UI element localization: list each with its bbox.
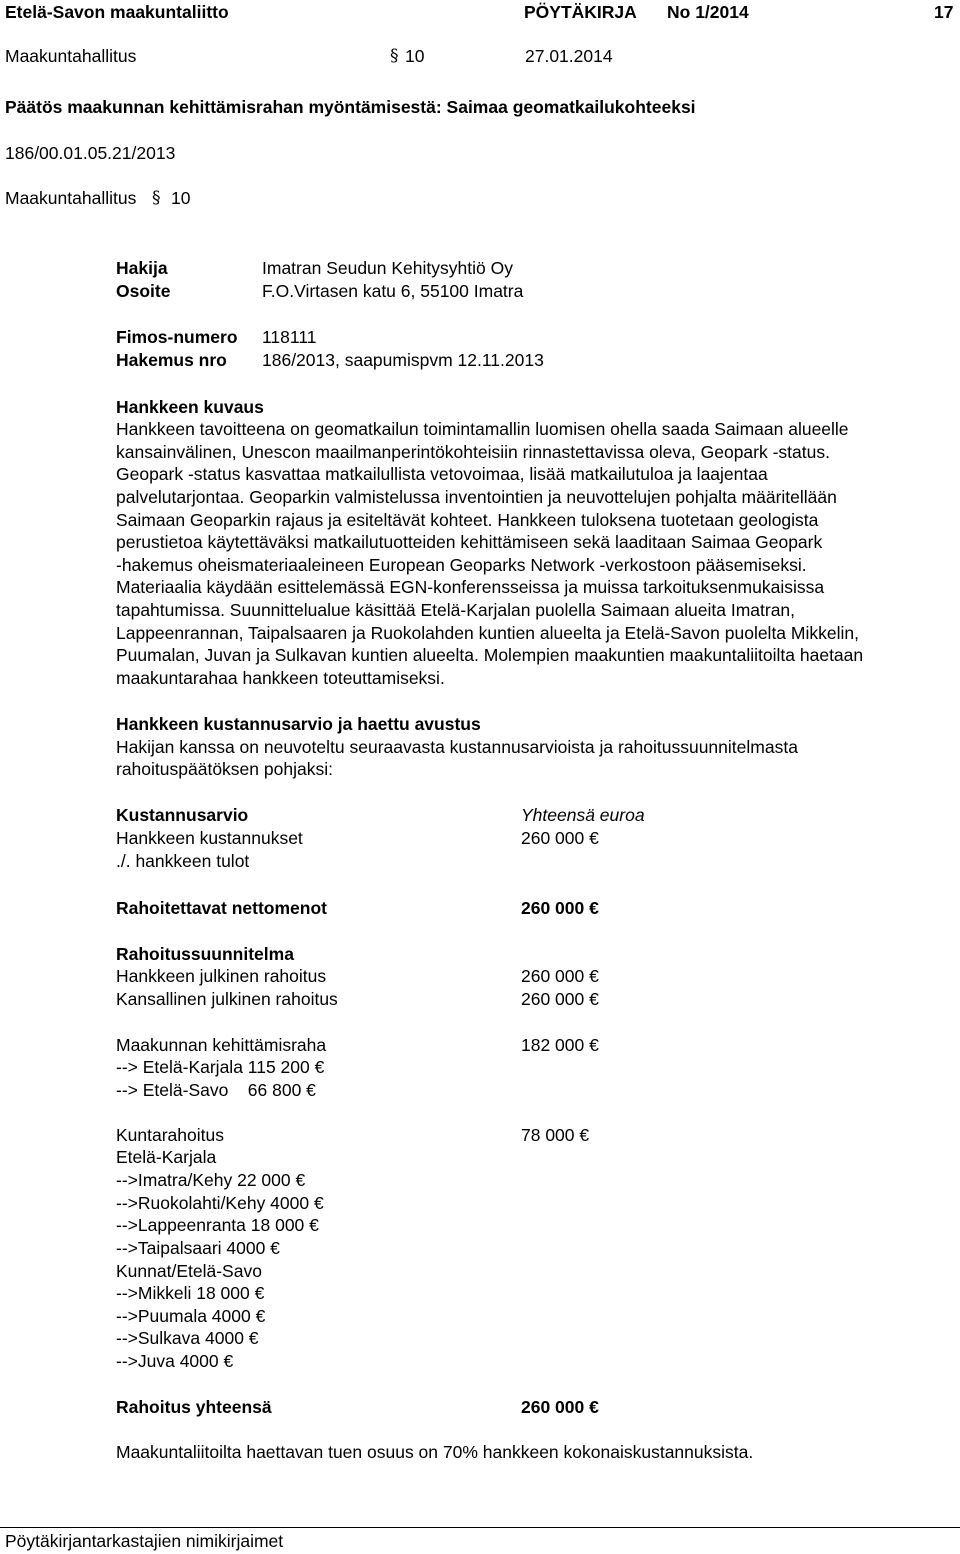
- plan-heading: Rahoitussuunnitelma: [116, 944, 294, 964]
- regional-split-line: --> Etelä-Savo 66 800 €: [116, 1080, 316, 1100]
- public-funding-value: 260 000 €: [521, 966, 599, 986]
- municipal-split-line: -->Juva 4000 €: [116, 1351, 234, 1371]
- regional-funding-label: Maakunnan kehittämisraha: [116, 1035, 327, 1055]
- municipal-split-line: -->Imatra/Kehy 22 000 €: [116, 1170, 306, 1190]
- municipal-split-line: -->Ruokolahti/Kehy 4000 €: [116, 1193, 324, 1213]
- cost-heading: Kustannusarvio: [116, 805, 249, 825]
- hakija-label: Hakija: [116, 258, 168, 278]
- fimos-label: Fimos-numero: [116, 327, 238, 347]
- municipal-split-line: -->Mikkeli 18 000 €: [116, 1283, 265, 1303]
- fimos-value: 118111: [262, 327, 317, 347]
- municipal-split-line: -->Lappeenranta 18 000 €: [116, 1215, 319, 1235]
- hakija-value: Imatran Seudun Kehitysyhtiö Oy: [262, 258, 513, 278]
- support-share-note: Maakuntaliitoilta haettavan tuen osuus on 70% hankkeen kokonaiskustannuksista.: [116, 1442, 754, 1462]
- budget-intro-line: rahoituspäätöksen pohjaksi:: [116, 759, 333, 779]
- description-line: maakuntarahaa hankkeen toteuttamiseksi.: [116, 668, 445, 688]
- description-line: palvelutarjontaa. Geoparkin valmistelussa inventointien ja neuvottelujen pohjalta määritellään: [116, 487, 837, 507]
- reference-number: 186/00.01.05.21/2013: [5, 143, 176, 163]
- meeting-date: 27.01.2014: [525, 46, 613, 66]
- net-costs-label: Rahoitettavat nettomenot: [116, 898, 327, 918]
- document-number: No 1/2014: [667, 2, 749, 22]
- project-costs-value: 260 000 €: [521, 828, 599, 848]
- osoite-label: Osoite: [116, 281, 171, 301]
- sub-section-sign: §: [152, 188, 161, 208]
- national-funding-value: 260 000 €: [521, 989, 599, 1009]
- footer-divider: [0, 1527, 960, 1528]
- municipal-funding-label: Kuntarahoitus: [116, 1125, 224, 1145]
- municipal-funding-value: 78 000 €: [521, 1125, 590, 1145]
- municipal-split-line: -->Sulkava 4000 €: [116, 1328, 259, 1348]
- page-title: Päätös maakunnan kehittämisrahan myöntämisestä: Saimaa geomatkailukohteeksi: [5, 97, 696, 117]
- description-line: Materiaalia käydään esittelemässä EGN-konferensseissa ja muissa tarkoituksenmukaisissa: [116, 577, 825, 597]
- municipal-split-line: -->Taipalsaari 4000 €: [116, 1238, 280, 1258]
- public-funding-label: Hankkeen julkinen rahoitus: [116, 966, 327, 986]
- description-line: Geopark -status kasvattaa matkailullista vetovoimaa, lisää matkailutuloa ja laajentaa: [116, 464, 768, 484]
- description-line: kansainvälinen, Unescon maailmanperintökohteisiin rinnastettavissa oleva, Geopark -status.: [116, 442, 830, 462]
- municipal-split-line: Etelä-Karjala: [116, 1147, 217, 1167]
- income-label: ./. hankkeen tulot: [116, 851, 250, 871]
- total-column-heading: Yhteensä euroa: [521, 805, 645, 825]
- signature-label: Pöytäkirjantarkastajien nimikirjaimet: [5, 1531, 284, 1551]
- hakemus-value: 186/2013, saapumispvm 12.11.2013: [262, 350, 544, 370]
- description-line: Puumalan, Juvan ja Sulkavan kuntien alueelta. Molempien maakuntien maakuntaliitoilta haetaan: [116, 645, 864, 665]
- section-sign: §: [390, 46, 399, 66]
- description-heading: Hankkeen kuvaus: [116, 397, 264, 417]
- osoite-value: F.O.Virtasen katu 6, 55100 Imatra: [262, 281, 524, 301]
- section-number: 10: [405, 46, 425, 66]
- description-line: Hankkeen tavoitteena on geomatkailun toimintamallin luomisen ohella saada Saimaan alueelle: [116, 419, 849, 439]
- document-type: PÖYTÄKIRJA: [524, 2, 637, 22]
- regional-funding-value: 182 000 €: [521, 1035, 599, 1055]
- project-costs-label: Hankkeen kustannukset: [116, 828, 303, 848]
- description-line: -hakemus oheismateriaaleineen European Geoparks Network -verkostoon pääsemiseksi.: [116, 555, 807, 575]
- description-line: tapahtumissa. Suunnittelualue käsittää Etelä-Karjalan puolella Saimaan alueita Imatran,: [116, 600, 796, 620]
- budget-intro-line: Hakijan kanssa on neuvoteltu seuraavasta kustannusarvioista ja rahoitussuunnitelmasta: [116, 737, 798, 757]
- national-funding-label: Kansallinen julkinen rahoitus: [116, 989, 338, 1009]
- organization-name: Etelä-Savon maakuntaliitto: [5, 2, 229, 22]
- page-number: 17: [934, 2, 954, 22]
- description-line: perustietoa käytettäväksi matkailutuotteiden kehittämiseen sekä laaditaan Saimaa Geopark: [116, 532, 823, 552]
- total-funding-label: Rahoitus yhteensä: [116, 1397, 272, 1417]
- description-line: Lappeenrannan, Taipalsaaren ja Ruokolahden kuntien alueelta ja Etelä-Savon puolelta Mikkelin,: [116, 623, 859, 643]
- hakemus-label: Hakemus nro: [116, 350, 227, 370]
- meeting-body: Maakuntahallitus: [5, 46, 137, 66]
- municipal-split-line: Kunnat/Etelä-Savo: [116, 1261, 262, 1281]
- description-line: Saimaan Geoparkin rajaus ja esiteltävät kohteet. Hankkeen tuloksena tuotetaan geologista: [116, 510, 819, 530]
- net-costs-value: 260 000 €: [521, 898, 599, 918]
- budget-heading: Hankkeen kustannusarvio ja haettu avustus: [116, 714, 481, 734]
- municipal-split-line: -->Puumala 4000 €: [116, 1306, 266, 1326]
- sub-section-number: 10: [171, 188, 191, 208]
- sub-body: Maakuntahallitus: [5, 188, 137, 208]
- regional-split-line: --> Etelä-Karjala 115 200 €: [116, 1057, 325, 1077]
- total-funding-value: 260 000 €: [521, 1397, 599, 1417]
